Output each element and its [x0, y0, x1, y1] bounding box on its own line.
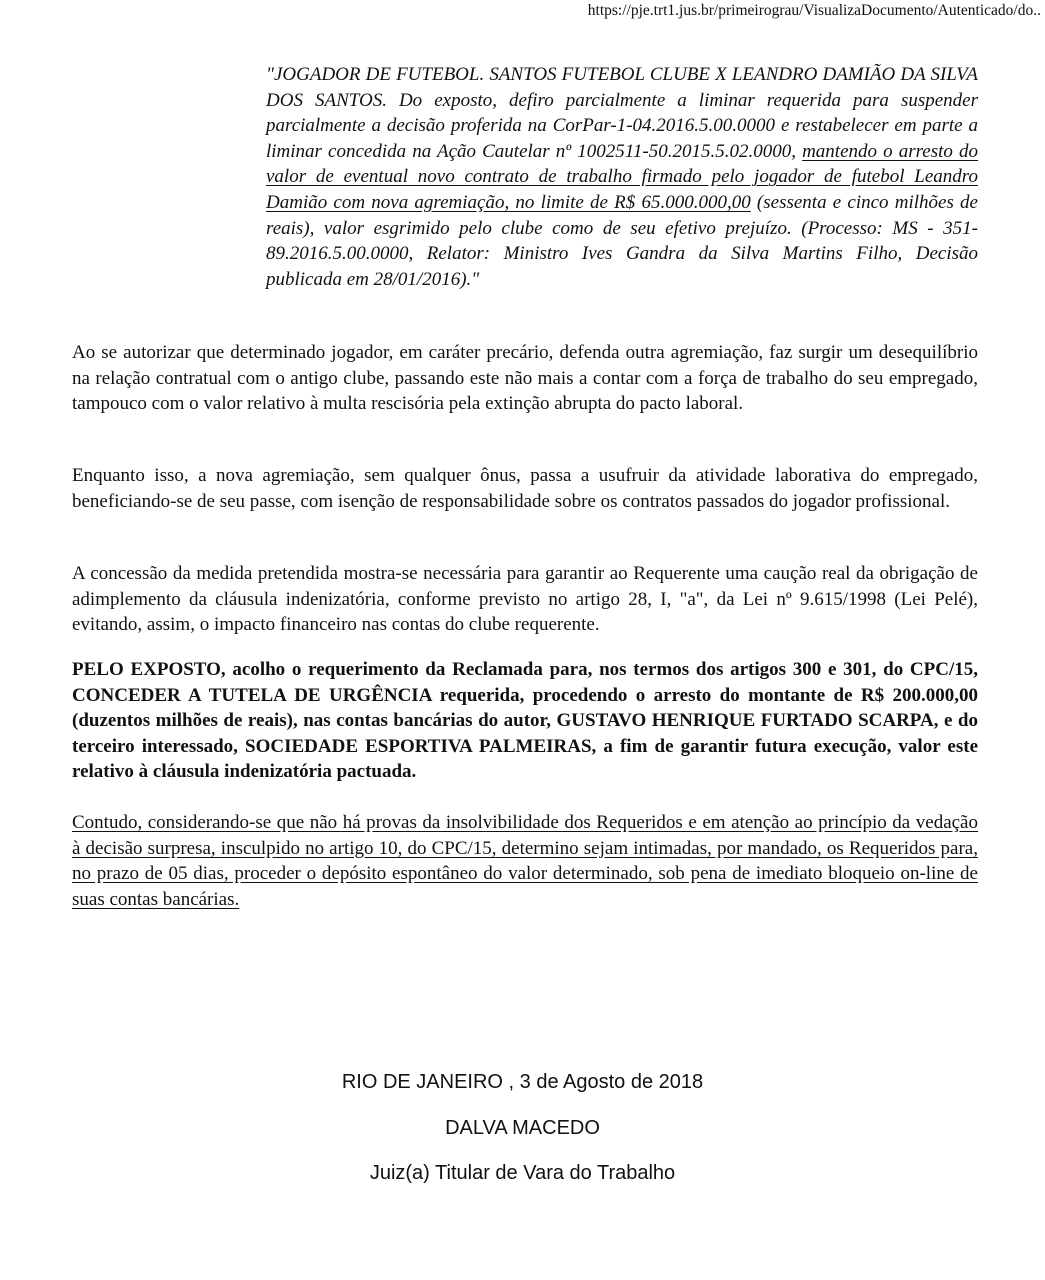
paragraph-measure-necessity: A concessão da medida pretendida mostra-se necessária para garantir ao Requerente uma caução real da obrigação de adimplemento da cláusula indenizatória, conforme previsto no artigo 28, I, "a", da Lei nº 9.615/1998 (Lei Pelé), evitando, assim, o impacto financeiro nas contas do clube requerente. [72, 563, 978, 636]
signature-place-date: RIO DE JANEIRO , 3 de Agosto de 2018 [341, 1071, 704, 1093]
paragraph-precarious-authorization: Ao se autorizar que determinado jogador, em caráter precário, defenda outra agremiação, faz surgir um desequilíbrio na relação contratual com o antigo clube, passando este não mais a contar com a força de trabalho do seu empregado, tampouco com o valor relativo à multa rescisória pela extinção abrupta do pacto laboral. [72, 342, 978, 415]
quoted-decision [266, 62, 978, 292]
paragraph-ruling: PELO EXPOSTO, acolho o requerimento da Reclamada para, nos termos dos artigos 300 e 301, do CPC/15, CONCEDER A TUTELA DE URGÊNCIA requerida, procedendo o arresto do montante de R$ 200.000,00 (duzentos milhões de reais), nas contas bancárias do autor, GUSTAVO HENRIQUE FURTADO SCARPA, e do terceiro interessado, SOCIEDADE ESPORTIVA PALMEIRAS, a fim de garantir futura execução, valor este relativo à cláusula indenizatória pactuada. [72, 659, 978, 783]
signature-name: DALVA MACEDO [445, 1117, 600, 1139]
paragraph-summons: Contudo, considerando-se que não há provas da insolvibilidade dos Requeridos e em atenção ao princípio da vedação à decisão surpresa, insculpido no artigo 10, do CPC/15, determino sejam intimadas, por mandado, os Requeridos para, no prazo de 05 dias, proceder o depósito espontâneo do valor determinado, sob pena de imediato bloqueio on-line de suas contas bancárias. [72, 812, 978, 910]
page-url: https://pje.trt1.jus.br/primeirograu/VisualizaDocumento/Autenticado/do.. [587, 2, 1041, 19]
quote-underlined-text: mantendo o arresto do valor de eventual novo contrato de trabalho firmado pelo jogador de futebol Leandro Damião com nova agremiação, no limite de R$ 65.000.000,00 [266, 140, 979, 213]
quote-text-start: "JOGADOR DE FUTEBOL. SANTOS FUTEBOL CLUBE X LEANDRO DAMIÃO DA SILVA DOS SANTOS. Do exposto, defiro parcialmente a liminar requerida para suspender parcialmente a decisão proferida na CorPar-1-04.2016.5.00.0000 e restabelecer em parte a liminar concedida na Ação Cautelar nº 1002511-50.2015.5.02.0000, [266, 64, 978, 162]
signature-role: Juiz(a) Titular de Vara do Trabalho [369, 1162, 676, 1184]
paragraph-new-club: Enquanto isso, a nova agremiação, sem qualquer ônus, passa a usufruir da atividade laborativa do empregado, beneficiando-se de seu passe, com isenção de responsabilidade sobre os contratos passados do jogador profissional. [72, 465, 978, 512]
quote-text-end: (sessenta e cinco milhões de reais), valor esgrimido pelo clube como de seu efetivo prejuízo. (Processo: MS - 351-89.2016.5.00.0000, Relator: Ministro Ives Gandra da Silva Martins Filho, Decisão publicada em 28/01/2016)." [266, 191, 978, 290]
